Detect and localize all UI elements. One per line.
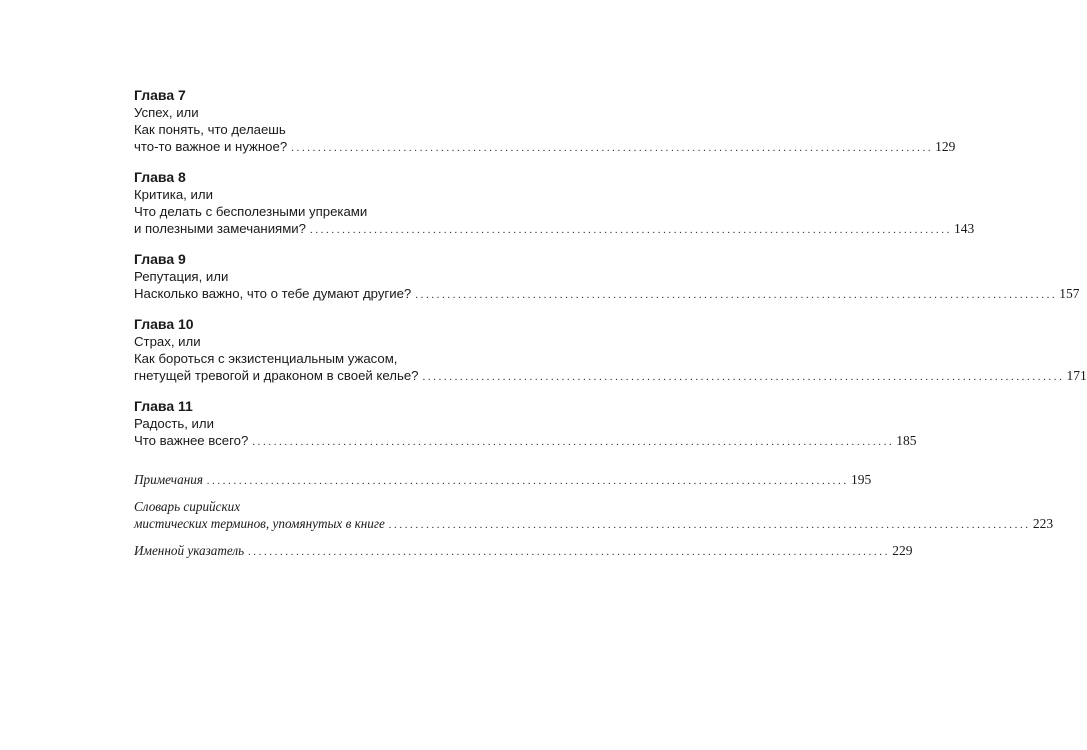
page-number: 185 (896, 433, 917, 448)
toc-entry-chapter-7 (134, 86, 956, 157)
chapter-title-last-line (134, 367, 1087, 386)
page-number: 157 (1059, 286, 1080, 301)
appendix-title-line: Словарь сирийских (134, 499, 241, 514)
chapter-title-line: Успех, или (134, 105, 199, 120)
toc-entry-chapter-10 (134, 315, 1087, 386)
chapter-title-text: что-то важное и нужное? (134, 139, 288, 154)
chapter-heading: Глава 10 (134, 316, 194, 332)
toc-entry-chapter-8 (134, 168, 975, 239)
chapter-title-last-line (134, 220, 975, 239)
chapter-title-line: Как бороться с экзистенциальным ужасом, (134, 351, 398, 366)
page-number: 129 (935, 139, 956, 154)
chapter-title-text: гнетущей тревогой и драконом в своей келье? (134, 368, 419, 383)
appendix-last-line (134, 542, 913, 561)
chapter-heading: Глава 7 (134, 87, 186, 103)
chapter-heading: Глава 8 (134, 169, 186, 185)
toc-entry-name-index (134, 542, 913, 561)
dot-leader: ........................................................................................................................ (291, 142, 934, 154)
chapter-heading: Глава 11 (134, 398, 193, 414)
chapter-title-line: Что делать с бесполезными упреками (134, 204, 368, 219)
dot-leader: ........................................................................................................................ (388, 519, 1031, 531)
chapter-title-line: Как понять, что делаешь (134, 122, 286, 137)
page-number: 223 (1032, 516, 1054, 531)
toc-entry-glossary (134, 498, 1054, 534)
appendix-title-text: мистических терминов, упомянутых в книге (134, 516, 385, 531)
chapter-title-line: Критика, или (134, 187, 213, 202)
dot-leader: ........................................................................................................................ (252, 436, 895, 448)
dot-leader: ........................................................................................................................ (422, 371, 1065, 383)
chapter-title-last-line (134, 138, 956, 157)
appendix-last-line (134, 515, 1054, 534)
page-number: 143 (953, 221, 975, 236)
toc-entry-notes (134, 471, 872, 490)
appendix-last-line (134, 471, 872, 490)
table-of-contents (134, 86, 1087, 569)
toc-entry-chapter-9 (134, 250, 1080, 304)
chapter-title-line: Страх, или (134, 334, 201, 349)
page-number: 171 (1066, 368, 1087, 383)
dot-leader: ........................................................................................................................ (309, 224, 952, 236)
dot-leader: ........................................................................................................................ (206, 475, 849, 487)
chapter-title-last-line (134, 432, 917, 451)
chapter-title-line: Радость, или (134, 416, 214, 431)
chapter-title-text: Насколько важно, что о тебе думают другие? (134, 286, 412, 301)
chapter-title-text: Что важнее всего? (134, 433, 249, 448)
chapter-title-line: Репутация, или (134, 269, 229, 284)
dot-leader: ........................................................................................................................ (415, 289, 1058, 301)
toc-entry-chapter-11 (134, 397, 917, 451)
chapter-heading: Глава 9 (134, 251, 186, 267)
dot-leader: ........................................................................................................................ (248, 546, 891, 558)
chapter-title-last-line (134, 285, 1080, 304)
page-number: 229 (892, 543, 913, 558)
appendix-title-text: Примечания (134, 472, 203, 487)
page-number: 195 (850, 472, 872, 487)
appendix-title-text: Именной указатель (134, 543, 245, 558)
section-spacer (134, 462, 480, 471)
chapter-title-text: и полезными замечаниями? (134, 221, 306, 236)
